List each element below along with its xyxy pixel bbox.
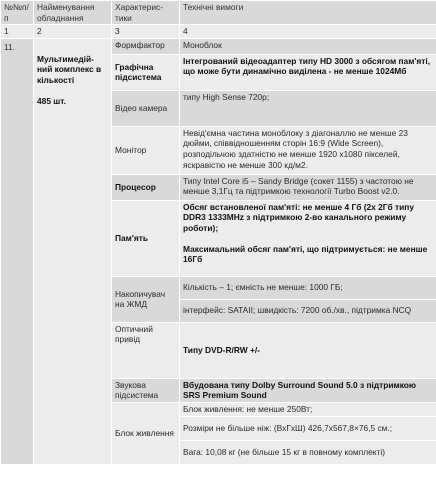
- row-value: Моноблок: [180, 38, 436, 54]
- column-number: 2: [34, 25, 112, 39]
- row-label: Формфактор: [112, 38, 180, 54]
- row-label: Накопичувач на ЖМД: [112, 276, 180, 322]
- psu-dimensions: Розміри не більше ніж: (ВхГхШ) 426,7х567,8×76,5 см.;: [180, 416, 436, 440]
- hdd-capacity: Кількість – 1; ємність не менше: 1000 ГБ;: [180, 276, 436, 299]
- psu-weight: Вага: 10,08 кг (не більше 15 кг в повному комплекті): [180, 440, 436, 464]
- column-number: 1: [1, 25, 34, 39]
- memory-maximum: Максимальний обсяг пам'яті, що підтримується: не менше 16Гб: [183, 243, 428, 265]
- row-value: Невід'ємна частина моноблоку з діагоналлю не менше 23 дюйми, співвідношенням сторін 16:9 (Wide Screen), розподільчою здатністю не менше 1920 x1080 пікселей, яскравістю не менше 300 кд/м2.: [180, 126, 436, 174]
- item-name: Мультимедій-ний комплекс в кількості: [37, 53, 102, 85]
- row-value-cell: [180, 200, 436, 276]
- row-value: Типу DVD-R/RW +/-: [180, 322, 436, 378]
- memory-installed: Обсяг встановленої пам'яті: не менше 4 Гб (2х 2Гб типу DDR3 1333MHz з підтримкою 2-во канального режиму роботи);: [183, 201, 415, 233]
- hdd-interface: інтерфейс: SATAII; швидкість: 7200 об./хв., підтримка NCQ: [180, 299, 436, 322]
- column-number: 3: [112, 25, 180, 39]
- row-label: Монітор: [112, 126, 180, 174]
- header-row: [1, 1, 436, 25]
- row-value: Типу Intel Core i5 – Sandy Bridge (сокет 1155) з частотою не менше 3,1Гц та підтримкою технології Turbo Boost v2.0.: [180, 174, 436, 200]
- item-quantity: 485 шт.: [37, 95, 66, 106]
- column-number-row: [1, 25, 436, 39]
- item-number: 11.: [1, 38, 34, 464]
- table-row: [1, 38, 436, 54]
- row-value: Вбудована типу Dolby Surround Sound 5.0 з підтримкою SRS Premium Sound: [180, 378, 436, 402]
- psu-power: Блок живлення: не менше 250Вт;: [180, 402, 436, 416]
- row-label: Блок живлення: [112, 402, 180, 464]
- row-label: Оптичний привід: [112, 322, 180, 378]
- header-characteristics: Характерис-тики: [112, 1, 180, 25]
- row-label: Пам'ять: [112, 200, 180, 276]
- row-value: Інтегрований відеоадаптер типу HD 3000 з обсягом пам'яті, що може бути динамічно виділена - не менше 1024Мб: [180, 54, 436, 90]
- row-value: типу High Sense 720p;: [180, 90, 436, 126]
- row-label: Графічна підсистема: [112, 54, 180, 90]
- row-label: Відео камера: [112, 90, 180, 126]
- row-label: Звукова підсистема: [112, 378, 180, 402]
- header-requirements: Технічні вимоги: [180, 1, 436, 25]
- item-name-cell: [34, 38, 112, 464]
- row-label: Процесор: [112, 174, 180, 200]
- header-equipment-name: Найменування обладнання: [34, 1, 112, 25]
- column-number: 4: [180, 25, 436, 39]
- header-number: №№п/п: [1, 1, 34, 25]
